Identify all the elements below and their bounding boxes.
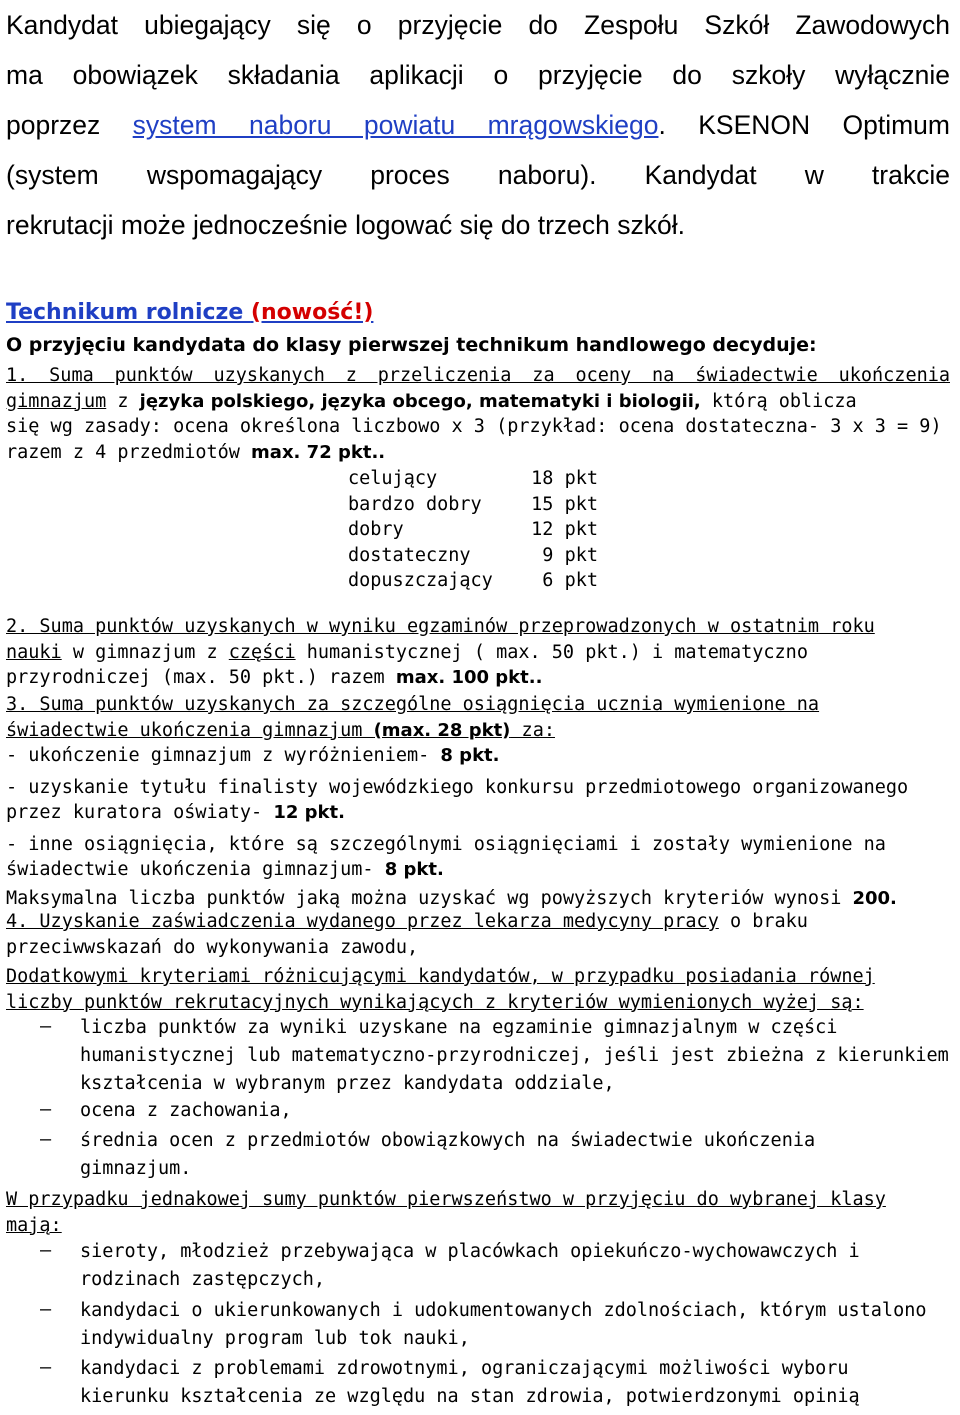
text: z [106, 390, 140, 412]
heading-text: mają: [6, 1214, 62, 1236]
bullet-dash: – [40, 1099, 52, 1120]
criterion-text: 2. Suma punktów uzyskanych w wyniku egzaminów przeprowadzonych w ostatnim roku [6, 616, 875, 637]
priority-item [80, 1238, 950, 1294]
item-text: sieroty, młodzież przebywająca w placówkach opiekuńczo-wychowawczych i [80, 1241, 860, 1262]
section-subtitle: O przyjęciu kandydata do klasy pierwszej technikum handlowego decyduje: [6, 334, 817, 356]
criterion-text: się wg zasady: ocena określona liczbowo x 3 (przykład: ocena dostateczna- 3 x 3 = 9) [6, 416, 942, 437]
intro-line: rekrutacji może jednocześnie logować się do trzech szkół. [6, 210, 686, 240]
heading-text: liczby punktów rekrutacyjnych wynikających z kryteriów wymienionych wyżej są: [6, 991, 864, 1013]
additional-criteria-heading [6, 964, 950, 1015]
text: Maksymalna liczba punktów jaką można uzyskać wg powyższych kryteriów wynosi [6, 887, 853, 909]
criterion-2 [6, 614, 950, 691]
achievement-item [6, 743, 950, 769]
item-text: ocena z zachowania, [80, 1100, 292, 1121]
underlined-text: części [228, 641, 296, 663]
max-points: 200. [852, 887, 897, 909]
text: którą oblicza [700, 390, 857, 412]
grade-points: 18 pkt [531, 468, 598, 489]
grade-row [348, 466, 598, 492]
intro-text: ma obowiązek składania aplikacji o przyjęcie do szkoły wyłącznie [6, 60, 950, 90]
criterion-text: 3. Suma punktów uzyskanych za szczególne osiągnięcia ucznia wymienione na [6, 694, 820, 715]
grade-points: 15 pkt [531, 493, 598, 515]
achievement-item [6, 857, 950, 883]
grade-row [348, 517, 598, 543]
item-text: kandydaci z problemami zdrowotnymi, ograniczającymi możliwości wyboru [80, 1358, 849, 1379]
criteria-item [80, 1014, 950, 1098]
criterion-4 [6, 909, 950, 960]
criterion-text [6, 640, 950, 666]
criterion-text [6, 389, 950, 415]
heading-text: Dodatkowymi kryteriami różnicującymi kandydatów, w przypadku posiadania równej [6, 966, 875, 987]
priority-item [80, 1355, 950, 1411]
intro-line: (system wspomagający proces naboru). Kandydat w trakcie [6, 160, 950, 190]
achievement-item: - uzyskanie tytułu finalisty wojewódzkiego konkursu przedmiotowego organizowanego [6, 776, 909, 798]
bullet-dash: – [40, 1240, 52, 1261]
item-text: kształcenia w wybranym przez kandydata oddziale, [80, 1073, 615, 1094]
underlined-text: nauki [6, 641, 62, 663]
criterion-3 [6, 692, 950, 911]
grade-row [348, 492, 598, 518]
grade-points: 9 pkt [542, 544, 598, 566]
text: o braku [718, 911, 808, 932]
criteria-item [80, 1097, 950, 1125]
bullet-dash: – [40, 1016, 52, 1037]
criterion-text: 1. Suma punktów uzyskanych z przeliczenia za oceny na świadectwie ukończenia [6, 365, 950, 386]
item-text: liczba punktów za wyniki uzyskane na egzaminie gimnazjalnym w części [80, 1017, 838, 1038]
item-text: gimnazjum. [80, 1158, 192, 1179]
priority-item [80, 1297, 950, 1353]
grade-name: dobry [348, 519, 404, 540]
item-text: humanistycznej lub matematyczno-przyrodniczej, jeśli jest zbieżna z kierunkiem [80, 1045, 949, 1066]
grade-name: dopuszczający [348, 570, 493, 591]
max-total [6, 886, 950, 912]
underlined-text: za: [510, 719, 555, 741]
criterion-text [6, 909, 950, 935]
underlined-text: 4. Uzyskanie zaświadczenia wydanego przez lekarza medycyny pracy [6, 911, 719, 932]
new-badge: (nowość!) [250, 300, 374, 325]
priority-heading [6, 1187, 950, 1238]
intro-text: poprzez [6, 110, 133, 140]
bullet-dash: – [40, 1299, 52, 1320]
grade-row [348, 543, 598, 569]
item-text: kierunku kształcenia ze względu na stan zdrowia, potwierdzonymi opinią [80, 1386, 860, 1407]
criterion-1 [6, 363, 950, 465]
underlined-text: gimnazjum [6, 390, 107, 412]
grade-row [348, 568, 598, 594]
intro-line [6, 50, 950, 100]
grade-name: celujący [348, 468, 438, 489]
text: - ukończenie gimnazjum z wyróżnieniem- [6, 745, 441, 766]
criterion-text [6, 440, 950, 466]
achievement-item [6, 800, 950, 826]
intro-text: . KSENON Optimum [658, 110, 950, 140]
text: razem z 4 przedmiotów [6, 441, 252, 463]
text: przez kuratora oświaty- [6, 802, 274, 823]
text: humanistycznej ( max. 50 pkt.) i matematyczno [295, 641, 808, 663]
criterion-text [6, 665, 950, 691]
max-points: max. 72 pkt.. [251, 441, 386, 463]
grade-points: 12 pkt [531, 519, 598, 540]
criteria-item [80, 1127, 950, 1183]
item-text: średnia ocen z przedmiotów obowiązkowych na świadectwie ukończenia [80, 1130, 816, 1151]
text: świadectwie ukończenia gimnazjum- [6, 859, 385, 880]
bullet-dash: – [40, 1129, 52, 1150]
section-title-text: Technikum rolnicze [6, 300, 251, 325]
max-points: (max. 28 pkt) [373, 719, 511, 741]
item-text: rodzinach zastępczych, [80, 1269, 326, 1290]
underlined-text: świadectwie ukończenia gimnazjum [6, 719, 374, 741]
achievement-item: - inne osiągnięcia, które są szczególnymi osiągnięciami i zostały wymienione na [6, 833, 886, 855]
points: 12 pkt. [273, 802, 345, 823]
grade-name: bardzo dobry [348, 493, 482, 515]
subjects-text: języka polskiego, języka obcego, matematyki i biologii, [139, 390, 701, 412]
heading-text: W przypadku jednakowej sumy punktów pierwszeństwo w przyjęciu do wybranej klasy [6, 1189, 886, 1210]
intro-paragraph [6, 0, 950, 250]
criterion-text [6, 718, 950, 744]
text: w gimnazjum z [61, 641, 229, 663]
intro-line [6, 100, 950, 150]
section-title [6, 300, 373, 325]
grade-name: dostateczny [348, 544, 471, 566]
intro-line: Kandydat ubiegający się o przyjęcie do Zespołu Szkół Zawodowych [6, 10, 950, 40]
points: 8 pkt. [440, 745, 500, 766]
text: przyrodniczej (max. 50 pkt.) razem [6, 667, 396, 688]
item-text: indywidualny program lub tok nauki, [80, 1328, 470, 1349]
item-text: kandydaci o ukierunkowanych i udokumentowanych zdolnościach, którym ustalono [80, 1300, 927, 1321]
naboru-system-link[interactable]: system naboru powiatu mrągowskiego [132, 110, 659, 140]
grade-points-list [348, 466, 598, 594]
bullet-dash: – [40, 1357, 52, 1378]
grade-points: 6 pkt [542, 570, 598, 591]
max-points: max. 100 pkt.. [395, 667, 543, 688]
criterion-text: przeciwwskazań do wykonywania zawodu, [6, 936, 419, 958]
points: 8 pkt. [384, 859, 444, 880]
